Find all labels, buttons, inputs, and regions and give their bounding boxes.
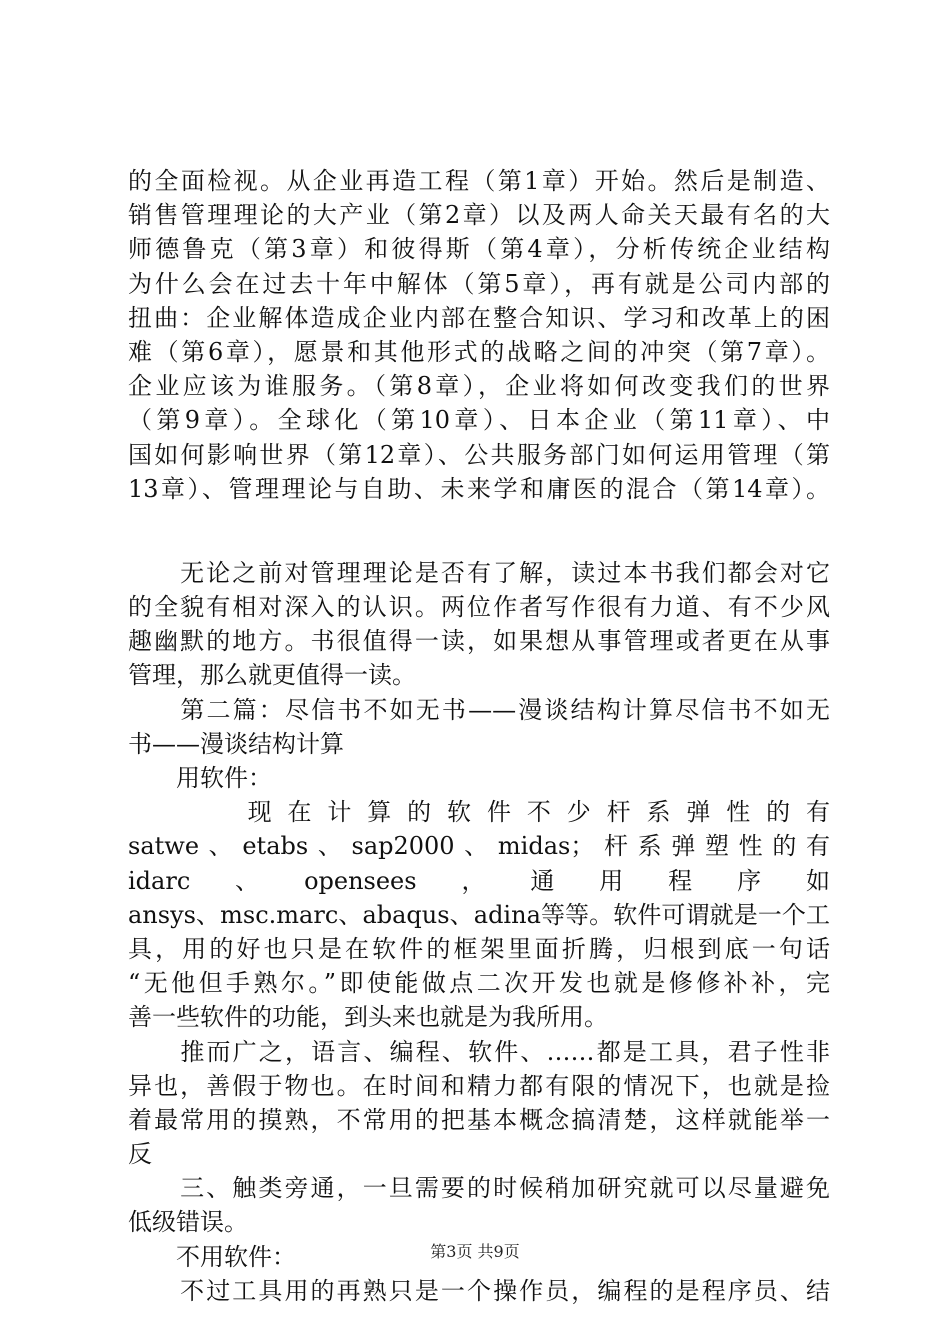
body-text: [128, 164, 830, 1308]
subheading-use-software: 用软件：: [128, 764, 272, 792]
section-title-line: 书——漫谈结构计算: [128, 729, 344, 758]
page-footer: 第3页 共9页: [430, 1242, 520, 1261]
paragraph-chapters: [128, 164, 830, 506]
text-line: idarc、opensees，通用程序如: [128, 866, 830, 895]
text-line: 国如何影响世界（第12章）、公共服务部门如何运用管理（第: [128, 440, 830, 469]
text-line: 不过工具用的再熟只是一个操作员，编程的是程序员、结: [128, 1276, 830, 1305]
text-line: “无他但手熟尔。”即使能做点二次开发也就是修修补补，完: [128, 969, 830, 998]
paragraph-gap: [128, 506, 830, 556]
text-line: 具，用的好也只是在软件的框架里面折腾，归根到底一句话: [128, 934, 830, 963]
section-title-line: 第二篇：尽信书不如无书——漫谈结构计算尽信书不如无: [128, 695, 830, 724]
text-line: 着最常用的摸熟，不常用的把基本概念搞清楚，这样就能举一: [128, 1105, 830, 1134]
text-line: 推而广之，语言、编程、软件、……都是工具，君子性非: [128, 1037, 830, 1066]
text-line: 异也，善假于物也。在时间和精力都有限的情况下，也就是捡: [128, 1071, 830, 1100]
text-line: 的全面检视。从企业再造工程（第1章）开始。然后是制造、: [128, 167, 830, 195]
subheading-no-software: 不用软件：: [128, 1242, 296, 1271]
text-line: 销售管理理论的大产业（第2章）以及两人命关天最有名的大: [128, 201, 830, 230]
text-line: ansys、msc.marc、abaqus、adina等等。软件可谓就是一个工: [128, 900, 830, 929]
text-line: 管理，那么就更值得一读。: [128, 661, 416, 690]
text-line: 为什么会在过去十年中解体（第5章），再有就是公司内部的: [128, 269, 830, 298]
text-line: 无论之前对管理理论是否有了解，读过本书我们都会对它: [128, 558, 830, 587]
text-line: 低级错误。: [128, 1208, 248, 1237]
text-line: 趣幽默的地方。书很值得一读，如果想从事管理或者更在从事: [128, 627, 830, 656]
paragraph-review-and-software: [128, 556, 830, 1308]
text-line: 现在计算的软件不少杆系弹性的有: [128, 798, 830, 827]
text-line: 扭曲：企业解体造成企业内部在整合知识、学习和改革上的困: [128, 303, 830, 332]
text-line: satwe、etabs、sap2000、midas；杆系弹塑性的有: [128, 832, 830, 861]
text-line: 难（第6章），愿景和其他形式的战略之间的冲突（第7章）。: [128, 337, 830, 366]
text-line: 企业应该为谁服务。（第8章），企业将如何改变我们的世界: [128, 372, 830, 401]
text-line: 三、触类旁通，一旦需要的时候稍加研究就可以尽量避免: [128, 1174, 830, 1203]
text-line: 师德鲁克（第3章）和彼得斯（第4章），分析传统企业结构: [128, 235, 830, 264]
text-line: （第9章）。全球化（第10章）、日本企业（第11章）、中: [128, 406, 830, 435]
text-line: 的全貌有相对深入的认识。两位作者写作很有力道、有不少风: [128, 593, 830, 622]
text-line: 13章）、管理理论与自助、未来学和庸医的混合（第14章）。: [128, 474, 830, 503]
text-line: 善一些软件的功能，到头来也就是为我所用。: [128, 1003, 608, 1032]
text-line: 反: [128, 1140, 152, 1169]
